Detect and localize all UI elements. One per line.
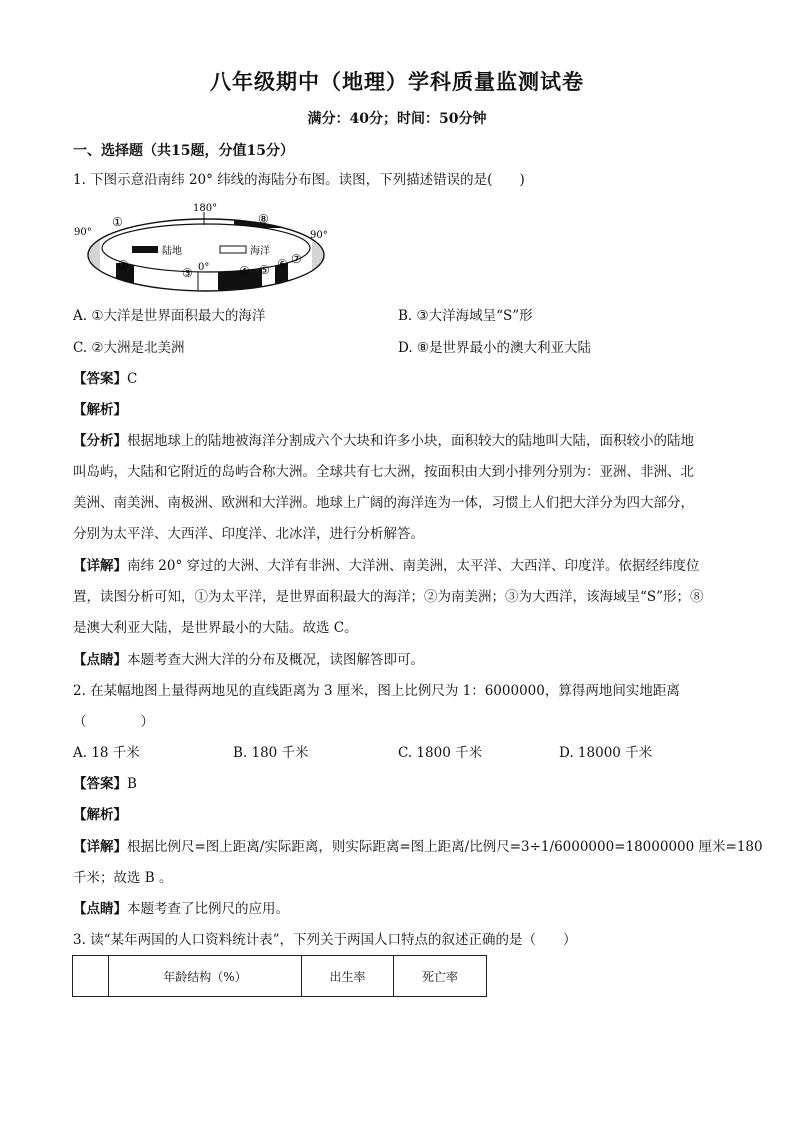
table-header-cell: 出生率 [302, 956, 394, 997]
dianjing-tag: 【点睛】 [73, 901, 127, 917]
legend-ocean-label: 海洋 [250, 246, 270, 257]
legend-land-label: 陆地 [162, 246, 182, 257]
answer-tag: 【答案】 [73, 776, 127, 792]
q2-dianjing [73, 899, 289, 919]
page-title: 八年级期中（地理）学科质量监测试卷 [210, 69, 584, 94]
answer-value: C [127, 371, 138, 387]
table-header-cell: 死亡率 [394, 956, 487, 997]
mark-3: ③ [182, 266, 193, 280]
q3-population-table [72, 955, 487, 997]
detail-tag: 【详解】 [73, 558, 127, 574]
mark-7: ⑦ [291, 252, 302, 266]
legend-ocean-swatch [220, 246, 246, 253]
legend-land-swatch [132, 246, 158, 253]
q2-stem-line-2: （ ） [73, 714, 154, 730]
q1-figure-latitude-diagram [72, 198, 340, 298]
q3-stem: 3. 读“某年两国的人口资料统计表”，下列关于两国人口特点的叙述正确的是（ ） [73, 932, 577, 948]
q1-detail-line-3: 是澳大利亚大陆，是世界最小的大陆。故选 C。 [73, 620, 358, 636]
q1-option-c: C. ②大洲是北美洲 [73, 340, 185, 356]
table-header-cell: 年龄结构（%） [109, 956, 302, 997]
q1-detail-line-2: 置，读图分析可知，①为太平洋，是世界面积最大的海洋；②为南美洲；③为大西洋，该海域呈“S”形；⑧ [73, 589, 704, 605]
fenxi-tag: 【分析】 [73, 433, 127, 449]
dianjing-text: 本题考查了比例尺的应用。 [127, 901, 289, 917]
section-heading: 一、选择题（共15题，分值15分） [73, 143, 294, 159]
q2-stem-line-1: 2. 在某幅地图上量得两地见的直线距离为 3 厘米，图上比例尺为 1：6000000，算得两地间实地距离 [73, 683, 680, 699]
detail-text: 南纬 20° 穿过的大洲、大洋有非洲、大洋洲、南美洲，太平洋、大西洋、印度洋。依据经纬度位 [127, 558, 700, 574]
q2-analysis-tag: 【解析】 [73, 807, 127, 823]
mark-8: ⑧ [258, 212, 269, 226]
q2-option-d: D. 18000 千米 [559, 745, 653, 761]
mark-6: ⑥ [277, 257, 288, 271]
dianjing-tag: 【点睛】 [73, 652, 127, 668]
q1-dianjing [73, 650, 424, 670]
label-180: 180° [193, 203, 218, 214]
exam-info: 满分：40分；时间：50分钟 [307, 111, 487, 127]
mark-4: ④ [239, 264, 250, 278]
table-header-cell [73, 956, 109, 997]
answer-tag: 【答案】 [73, 371, 127, 387]
q1-option-a: A. ①大洋是世界面积最大的海洋 [73, 308, 266, 324]
mark-5: ⑤ [259, 263, 270, 277]
q2-option-c: C. 1800 千米 [398, 745, 483, 761]
mark-2: ② [118, 258, 129, 272]
q1-fenxi-line-3: 美洲、南美洲、南极洲、欧洲和大洋洲。地球上广阔的海洋连为一体，习惯上人们把大洋分为四大部分， [73, 495, 694, 511]
detail-tag: 【详解】 [73, 839, 127, 855]
q2-option-a: A. 18 千米 [73, 745, 140, 761]
q1-analysis-tag: 【解析】 [73, 402, 127, 418]
q1-answer [73, 369, 137, 389]
detail-text: 根据比例尺=图上距离/实际距离，则实际距离=图上距离/比例尺=3÷1/6000000=18000000 厘米=180 [127, 839, 763, 855]
q1-option-d: D. ⑧是世界最小的澳大利亚大陆 [398, 340, 592, 356]
label-90-right: 90° [310, 230, 328, 241]
q1-detail-line-1 [73, 556, 700, 576]
label-0: 0° [198, 262, 210, 273]
q1-fenxi-line-2: 叫岛屿，大陆和它附近的岛屿合称大洲。全球共有七大洲，按面积由大到小排列分别为：亚洲、非洲、北 [73, 464, 694, 480]
label-90-left: 90° [74, 227, 92, 238]
q1-option-b: B. ③大洋海域呈“S”形 [398, 308, 533, 324]
dianjing-text: 本题考查大洲大洋的分布及概况，读图解答即可。 [127, 652, 424, 668]
table-header-row [73, 956, 487, 997]
q1-fenxi-line-4: 分别为太平洋、大西洋、印度洋、北冰洋，进行分析解答。 [73, 526, 424, 542]
q2-answer [73, 774, 137, 794]
q1-fenxi-line-1 [73, 431, 694, 451]
fenxi-text: 根据地球上的陆地被海洋分割成六个大块和许多小块，面积较大的陆地叫大陆，面积较小的陆地 [127, 433, 694, 449]
q2-option-b: B. 180 千米 [233, 745, 309, 761]
q1-stem: 1. 下图示意沿南纬 20° 纬线的海陆分布图。读图，下列描述错误的是( ) [73, 172, 525, 188]
mark-1: ① [112, 215, 123, 229]
q2-detail-line-1 [73, 837, 763, 857]
q2-detail-line-2: 千米；故选 B 。 [73, 870, 173, 886]
answer-value: B [127, 776, 137, 792]
